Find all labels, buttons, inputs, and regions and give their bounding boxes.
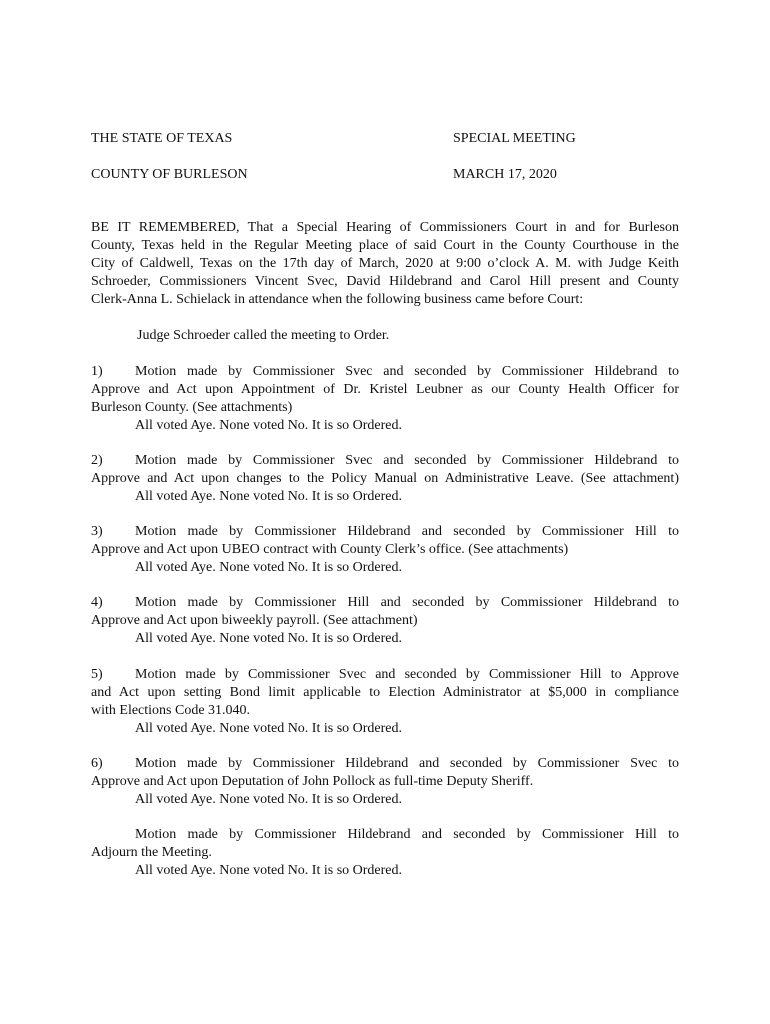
motion-line: Motion made by Commissioner Svec and seconded by Commissioner Hill to Approve	[135, 667, 679, 682]
motion-line: Approve and Act upon UBEO contract with County Clerk’s office. (See attachments)	[91, 542, 569, 557]
motion-1	[91, 363, 679, 435]
state-heading: THE STATE OF TEXAS	[91, 131, 233, 146]
intro-line: BE IT REMEMBERED, That a Special Hearing of Commissioners Court in and for Burleson	[91, 220, 679, 235]
motion-5	[91, 666, 679, 738]
adjourn-motion	[91, 826, 679, 880]
motion-line: with Elections Code 31.040.	[91, 703, 251, 718]
motion-line: Approve and Act upon Appointment of Dr. Kristel Leubner as our County Health Officer for	[91, 382, 679, 397]
intro-paragraph	[91, 219, 679, 309]
call-to-order-text: Judge Schroeder called the meeting to Order.	[137, 328, 390, 343]
motion-line: Burleson County. (See attachments)	[91, 400, 293, 415]
intro-line: City of Caldwell, Texas on the 17th day of March, 2020 at 9:00 o’clock A. M. with Judge Keith	[91, 256, 679, 271]
motion-line: Motion made by Commissioner Hildebrand and seconded by Commissioner Hill to	[135, 827, 679, 842]
motion-line: Approve and Act upon changes to the Policy Manual on Administrative Leave. (See attachment)	[91, 471, 679, 486]
motion-line: Adjourn the Meeting.	[91, 845, 212, 860]
motion-line: Motion made by Commissioner Hill and seconded by Commissioner Hildebrand to	[135, 595, 679, 610]
motion-line: Motion made by Commissioner Hildebrand and seconded by Commissioner Svec to	[135, 756, 679, 771]
motion-line: Approve and Act upon biweekly payroll. (See attachment)	[91, 613, 418, 628]
vote-result: All voted Aye. None voted No. It is so Ordered.	[135, 560, 402, 575]
header-row-1	[91, 130, 679, 148]
document-page	[91, 0, 679, 1024]
vote-result: All voted Aye. None voted No. It is so Ordered.	[135, 792, 402, 807]
meeting-date: MARCH 17, 2020	[453, 167, 557, 182]
motion-line: Motion made by Commissioner Hildebrand and seconded by Commissioner Hill to	[135, 524, 679, 539]
motion-number: 2)	[91, 453, 103, 468]
county-heading: COUNTY OF BURLESON	[91, 167, 248, 182]
motion-number: 5)	[91, 667, 103, 682]
motion-number: 1)	[91, 364, 103, 379]
vote-result: All voted Aye. None voted No. It is so Ordered.	[135, 631, 402, 646]
intro-line: County, Texas held in the Regular Meeting place of said Court in the County Courthouse in the	[91, 238, 679, 253]
vote-result: All voted Aye. None voted No. It is so Ordered.	[135, 721, 402, 736]
motion-3	[91, 523, 679, 577]
motion-6	[91, 755, 679, 809]
call-to-order	[91, 327, 679, 345]
vote-result: All voted Aye. None voted No. It is so Ordered.	[135, 489, 402, 504]
intro-line: Schroeder, Commissioners Vincent Svec, David Hildebrand and Carol Hill present and County	[91, 274, 679, 289]
motion-4	[91, 594, 679, 648]
motion-line: Motion made by Commissioner Svec and seconded by Commissioner Hildebrand to	[135, 364, 679, 379]
vote-result: All voted Aye. None voted No. It is so Ordered.	[135, 863, 402, 878]
intro-line: Clerk-Anna L. Schielack in attendance when the following business came before Court:	[91, 292, 584, 307]
motion-2	[91, 452, 679, 506]
motion-line: and Act upon setting Bond limit applicable to Election Administrator at $5,000 in compliance	[91, 685, 679, 700]
header-row-2	[91, 166, 679, 184]
motion-line: Approve and Act upon Deputation of John Pollock as full-time Deputy Sheriff.	[91, 774, 534, 789]
motion-number: 4)	[91, 595, 103, 610]
motion-number: 3)	[91, 524, 103, 539]
meeting-type-heading: SPECIAL MEETING	[453, 131, 576, 146]
motion-number: 6)	[91, 756, 103, 771]
vote-result: All voted Aye. None voted No. It is so Ordered.	[135, 418, 402, 433]
motion-line: Motion made by Commissioner Svec and seconded by Commissioner Hildebrand to	[135, 453, 679, 468]
